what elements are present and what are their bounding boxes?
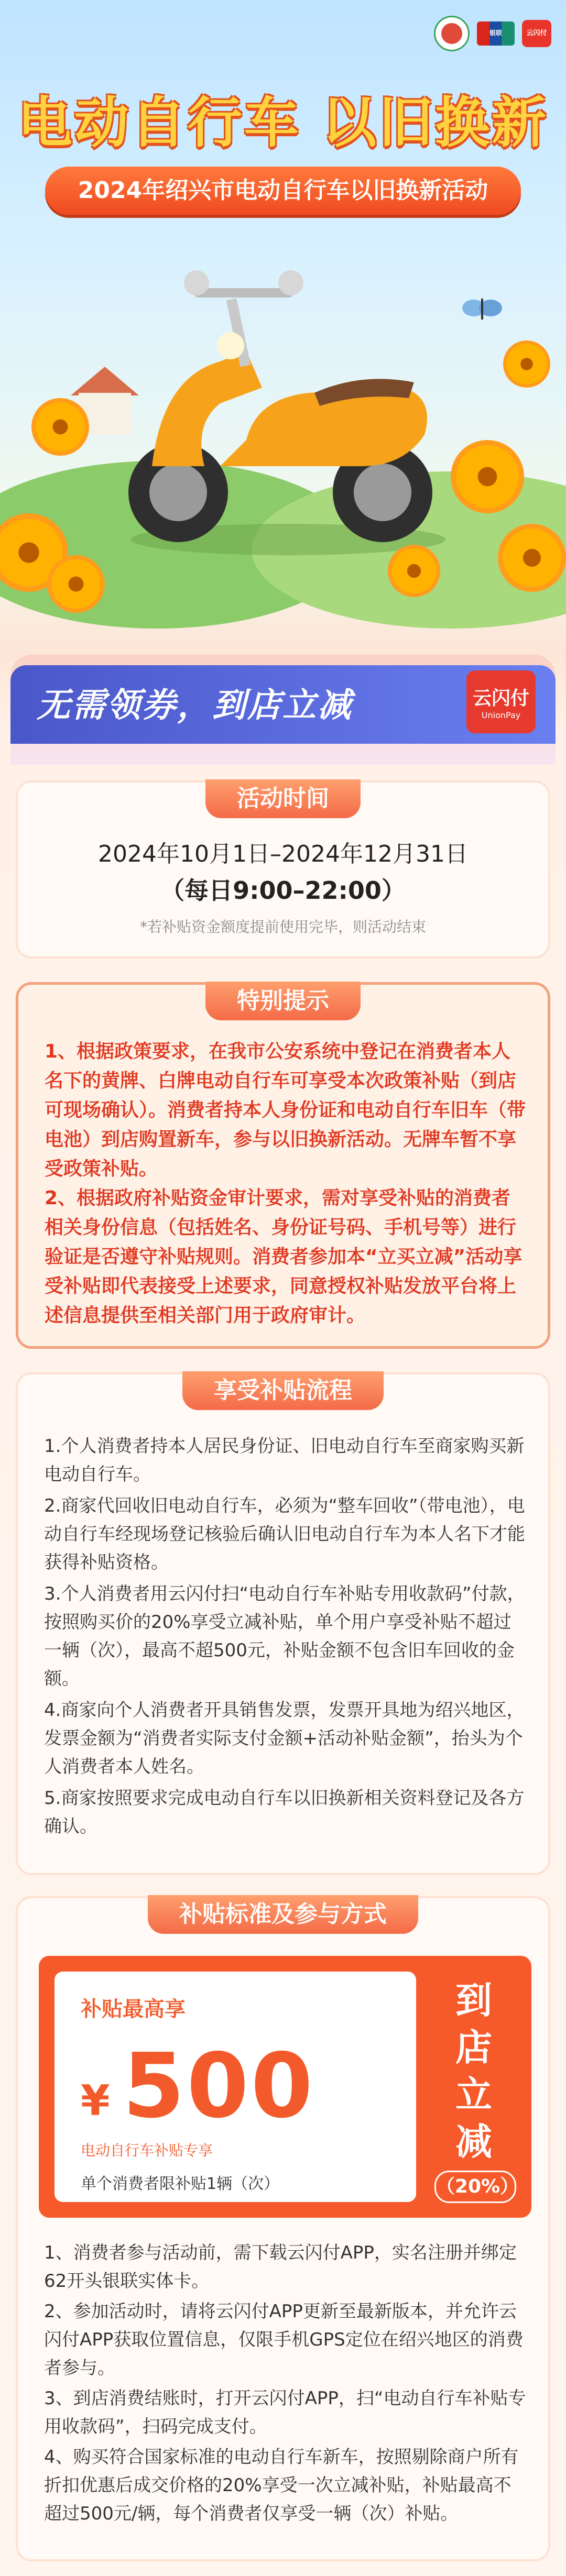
hero-title: 电动自行车 以旧换新	[17, 91, 549, 155]
banner-slogan: 无需领券，到店立减	[37, 686, 353, 725]
subsidy-coupon	[39, 1956, 531, 2218]
flower-illustration	[451, 440, 524, 513]
coupon-amount: 500	[123, 2034, 315, 2138]
subsidy-standard-card	[16, 1896, 550, 2561]
coupon-limit: 单个消费者限补贴1辆（次）	[81, 2175, 280, 2193]
hero-subtitle: 2024年绍兴市电动自行车以旧换新活动	[45, 167, 521, 215]
coupon-right-char: 立	[455, 2073, 492, 2116]
flower-illustration	[498, 524, 566, 592]
activity-hours: （每日9:00–22:00）	[160, 876, 406, 905]
coupon-label: 补贴最高享	[81, 1997, 186, 2021]
flower-illustration	[503, 340, 550, 388]
government-logo-icon	[434, 16, 470, 51]
butterfly-icon	[461, 293, 503, 325]
participation-steps	[44, 2239, 526, 2530]
flow-step: 1.个人消费者持本人居民身份证、旧电动自行车至商家购买新电动自行车。	[44, 1436, 525, 1485]
badge-main-text: 云闪付	[472, 688, 529, 709]
activity-date-range: 2024年10月1日–2024年12月31日	[98, 841, 468, 867]
partner-logos	[434, 16, 551, 51]
flower-illustration	[47, 555, 105, 613]
flow-step: 4.商家向个人消费者开具销售发票，发票开具地为绍兴地区，发票金额为“消费者实际支付金额+活动补贴金额”，抬头为个人消费者本人姓名。	[44, 1700, 525, 1777]
coupon-percentage: （20%）	[434, 2171, 516, 2203]
participation-step: 1、消费者参与活动前，需下载云闪付APP，实名注册并绑定62开头银联实体卡。	[44, 2242, 517, 2292]
coupon-right-char: 到	[455, 1979, 492, 2022]
coupon-right-char: 店	[455, 2026, 492, 2069]
yunshanfu-logo-icon: 云闪付	[522, 20, 551, 47]
coupon-description: 电动自行车补贴专享	[81, 2142, 213, 2159]
special-notice-card	[16, 982, 550, 1349]
coupon-right-panel	[416, 1956, 531, 2218]
flow-step: 2.商家代回收旧电动自行车，必须为“整车回收”（带电池），电动自行车经现场登记核验后确认旧电动自行车为本人名下才能获得补贴资格。	[44, 1495, 525, 1573]
flow-steps	[44, 1432, 526, 1844]
participation-step: 3、到店消费结账时，打开云闪付APP，扫“电动自行车补贴专用收款码”，扫码完成支付。	[44, 2388, 526, 2437]
subsidy-standard-tag: 补贴标准及参与方式	[148, 1895, 418, 1934]
flow-step: 3.个人消费者用云闪付扫“电动自行车补贴专用收款码”付款，按照购买价的20%享受立减补贴，单个用户享受补贴不超过一辆（次），最高不超500元，补贴金额不包含旧车回收的金额。	[44, 1583, 525, 1689]
subsidy-flow-card	[16, 1372, 550, 1875]
participation-step: 4、购买符合国家标准的电动自行车新车，按照剔除商户所有折扣优惠后成交价格的20%享受一次立减补贴，补贴最高不超过500元/辆，每个消费者仅享受一辆（次）补贴。	[44, 2447, 519, 2524]
special-notice-tag: 特别提示	[205, 982, 361, 1020]
subsidy-flow-tag: 享受补贴流程	[182, 1371, 384, 1410]
activity-time-card	[16, 780, 550, 959]
notice-paragraph: 2、根据政府补贴资金审计要求，需对享受补贴的消费者相关身份信息（包括姓名、身份证号码、手机号等）进行验证是否遵守补贴规则。消费者参加本“立买立减”活动享受补贴即代表接受上述要求，同意授权补贴发放平台将上述信息提供至相关部门用于政府审计。	[45, 1187, 523, 1326]
activity-note: *若补贴资金额度提前使用完毕，则活动结束	[139, 918, 426, 935]
coupon-left-panel	[55, 1972, 416, 2202]
flow-step: 5.商家按照要求完成电动自行车以旧换新相关资料登记及各方确认。	[44, 1788, 525, 1837]
notice-body	[45, 1037, 527, 1330]
notice-paragraph: 1、根据政策要求，在我市公安系统中登记在消费者本人名下的黄牌、白牌电动自行车可享受本次政策补贴（到店可现场确认）。消费者持本人身份证和电动自行车旧车（带电池）到店购置新车，参与以旧换新活动。无牌车暂不享受政策补贴。	[45, 1041, 526, 1180]
flower-illustration	[388, 545, 440, 597]
scooter-illustration	[89, 267, 487, 560]
activity-time-tag: 活动时间	[205, 779, 361, 818]
yunshanfu-badge-icon	[466, 670, 536, 733]
flower-illustration	[31, 398, 89, 456]
coupon-right-char: 减	[455, 2120, 492, 2163]
unionpay-logo-icon: 银联	[477, 21, 515, 46]
badge-sub-text: UnionPay	[481, 710, 521, 720]
coupon-right-text	[416, 1977, 531, 2165]
participation-step: 2、参加活动时，请将云闪付APP更新至最新版本，并允许云闪付APP获取位置信息，仅限手机GPS定位在绍兴地区的消费者参与。	[44, 2301, 524, 2379]
coupon-currency: ¥	[81, 2076, 110, 2125]
